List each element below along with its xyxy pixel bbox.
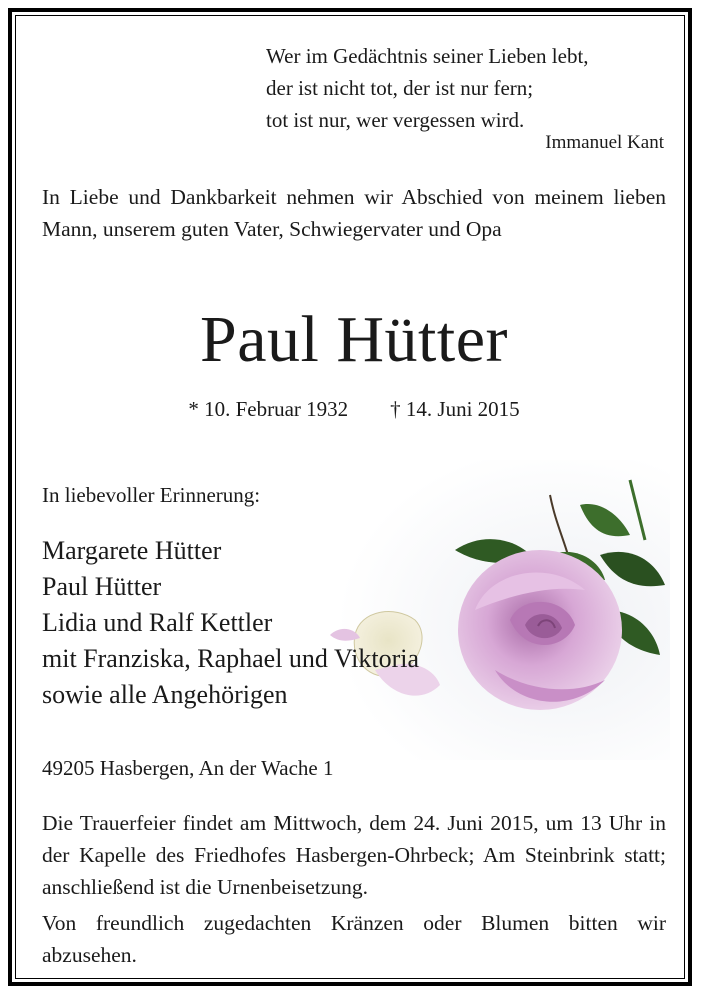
- family-list: [42, 533, 419, 713]
- flowers-note: Von freundlich zugedachten Kränzen oder Blumen bitten wir abzusehen.: [42, 911, 666, 967]
- intro-text: In Liebe und Dankbarkeit nehmen wir Abschied von meinem lieben Mann, unserem guten Vater, Schwiegervater und Opa: [42, 185, 666, 241]
- quote-author: Immanuel Kant: [545, 132, 664, 153]
- death-date: † 14. Juni 2015: [390, 397, 520, 421]
- quote: [266, 40, 666, 136]
- family-member: Margarete Hütter: [42, 536, 222, 565]
- memory-heading: In liebevoller Erinnerung:: [42, 483, 261, 507]
- funeral-service-text: Die Trauerfeier findet am Mittwoch, dem 24. Juni 2015, um 13 Uhr in der Kapelle des Friedhofes Hasbergen-Ohrbeck; Am Steinbrink statt; anschließend ist die Urnenbeisetzung.: [42, 811, 666, 899]
- deceased-name: Paul Hütter: [200, 303, 508, 376]
- quote-line: der ist nicht tot, der ist nur fern;: [266, 76, 534, 100]
- family-member: mit Franziska, Raphael und Viktoria: [42, 644, 420, 673]
- rose-icon: [458, 550, 622, 710]
- family-member: Lidia und Ralf Kettler: [42, 608, 273, 637]
- family-address: 49205 Hasbergen, An der Wache 1: [42, 756, 334, 780]
- life-dates: [0, 397, 708, 422]
- family-member: Paul Hütter: [42, 572, 162, 601]
- family-member: sowie alle Angehörigen: [42, 680, 288, 709]
- birth-date: * 10. Februar 1932: [188, 397, 349, 421]
- quote-line: Wer im Gedächtnis seiner Lieben lebt,: [266, 44, 589, 68]
- quote-line: tot ist nur, wer vergessen wird.: [266, 108, 525, 132]
